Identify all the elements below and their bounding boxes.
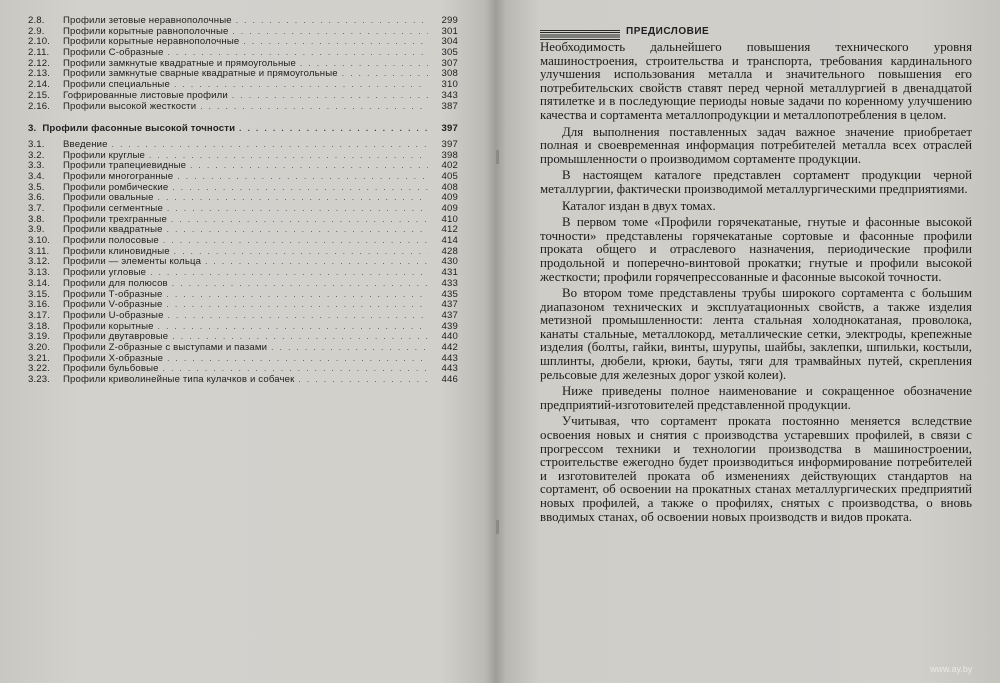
toc-entry-page: 428	[441, 245, 458, 257]
toc-entry-number: 2.15.	[28, 89, 51, 101]
toc-entry-title: Профили многогранные	[63, 170, 174, 182]
toc-entry-number: 3.23.	[28, 374, 51, 385]
toc-entry	[28, 375, 458, 386]
toc-entry-title: Профили зетовые неравнополочные	[63, 15, 232, 26]
preface-paragraph: В настоящем каталоге представлен сортамент продукции черной металлургии, фактически производимой металлургическими предприятиями.	[540, 168, 972, 196]
toc-entry-page: 443	[441, 363, 458, 375]
toc-entry-number: 3.17.	[28, 309, 51, 321]
toc-entry-number: 2.10.	[28, 36, 51, 48]
toc-list-section-3	[28, 140, 458, 386]
toc-entry-number: 3.16.	[28, 299, 51, 311]
toc-entry-page: 304	[441, 36, 458, 48]
toc-entry-title: Профили ромбические	[63, 181, 169, 193]
toc-leader-dots	[163, 236, 428, 247]
binding-staple	[496, 520, 499, 534]
toc-entry-number: 3.6.	[28, 192, 45, 204]
toc-entry-number: 2.11.	[28, 47, 50, 59]
toc-entry-number: 2.14.	[28, 79, 51, 91]
toc-entry-title: Профили U-образные	[63, 309, 164, 321]
toc-leader-dots	[239, 124, 428, 135]
toc-entry	[28, 311, 458, 322]
toc-entry-page: 435	[441, 288, 458, 300]
toc-entry-title: Профили Т-образные	[63, 288, 163, 300]
toc-leader-dots	[232, 91, 428, 102]
toc-leader-dots	[167, 354, 428, 365]
toc-entry-title: Профили специальные	[63, 79, 170, 91]
toc-entry-title: Профили С-образные	[63, 47, 164, 59]
toc-entry-page: 343	[441, 89, 458, 101]
toc-leader-dots	[177, 172, 428, 183]
toc-entry-number: 3.8.	[28, 213, 45, 225]
watermark-text: www.ay.by	[930, 664, 973, 674]
toc-entry-number: 3.11.	[28, 245, 50, 257]
toc-leader-dots	[205, 257, 428, 268]
toc-entry-number: 3.20.	[28, 341, 51, 353]
toc-leader-dots	[158, 322, 428, 333]
toc-entry	[28, 279, 458, 290]
toc-leader-dots	[167, 300, 428, 311]
toc-entry-title: Профили трехгранные	[63, 213, 167, 225]
toc-entry-page: 431	[441, 267, 458, 279]
toc-entry-title: Профили корытные	[63, 320, 154, 332]
toc-leader-dots	[149, 151, 428, 162]
toc-entry-page: 439	[441, 320, 458, 332]
toc-entry-number: 2.9.	[28, 25, 45, 37]
toc-entry-number: 3.1.	[28, 138, 45, 150]
toc-entry-title: Профили клиновидные	[63, 245, 170, 257]
toc-entry-number: 3.15.	[28, 288, 51, 300]
toc-entry	[28, 91, 458, 102]
toc-entry-title: Профили круглые	[63, 149, 146, 161]
toc-entry-page: 437	[441, 299, 458, 311]
toc-entry-number: 3.22.	[28, 363, 51, 375]
toc-entry-title: Профили сегментные	[63, 203, 163, 214]
toc-entry-page: 414	[441, 235, 458, 247]
toc-entry-title: Профили замкнутые сварные квадратные и прямоугольные	[63, 68, 338, 80]
right-page-preface	[500, 0, 1000, 683]
preface-body	[540, 41, 972, 527]
toc-entry-number: 2.12.	[28, 57, 51, 69]
toc-leader-dots	[167, 290, 428, 301]
heading-rule-ornament	[540, 30, 620, 40]
toc-entry-page: 397	[441, 138, 458, 150]
toc-section-page: 397	[441, 123, 458, 135]
toc-entry-number: 2.8.	[28, 15, 45, 26]
toc-leader-dots	[112, 140, 428, 151]
toc-entry-page: 402	[441, 160, 458, 172]
toc-entry-title: Профили бульбовые	[63, 363, 159, 375]
toc-entry-page: 410	[441, 213, 458, 225]
toc-entry-number: 3.10.	[28, 235, 51, 247]
preface-paragraph: Каталог издан в двух томах.	[562, 198, 716, 213]
toc-leader-dots	[342, 69, 428, 80]
toc-entry-title: Профили трапециевидные	[63, 160, 187, 172]
toc-entry-title: Профили полосовые	[63, 235, 159, 247]
toc-entry-number: 3.14.	[28, 277, 51, 289]
toc-entry-title: Профили — элементы кольца	[63, 256, 202, 268]
binding-staple	[496, 150, 499, 164]
toc-leader-dots	[158, 193, 428, 204]
toc-entry-title: Профили корытные неравнополочные	[63, 36, 240, 48]
toc-leader-dots	[167, 204, 428, 215]
toc-entry-page: 405	[441, 170, 458, 182]
toc-entry-title: Профили корытные равнополочные	[63, 25, 229, 37]
toc-leader-dots	[243, 37, 428, 48]
toc-entry-page: 443	[441, 352, 458, 364]
toc-entry-number: 3.12.	[28, 256, 51, 268]
preface-paragraph: Учитывая, что сортамент проката постоянно меняется вследствие освоения новых и снятия с производства устаревших профилей, в связи с прогрессом техники и технологии производства в машиностроении, строительстве ежегодно будет производиться информирование потребителей и изготовителей проката об изменениях действующих стандартов на сортамент, об освоении на прокатных станах металлургических предприятий новых профилей, а также о профилях, снятых с производства, о вновь вводимых станах, об освоении новых производств и видов проката.	[540, 414, 972, 524]
toc-entry-title: Профили угловые	[63, 267, 147, 279]
toc-entry-title: Профили X-образные	[63, 352, 164, 364]
toc-entry-number: 3.13.	[28, 267, 51, 279]
toc-leader-dots	[299, 375, 429, 386]
toc-entry-title: Профили криволинейные типа кулачков и собачек	[63, 374, 295, 385]
preface-paragraph: Необходимость дальнейшего повышения технического уровня машиностроения, строительства и транспорта, требования кардинального улучшения использования металла и значительного повышения его потребительских свойств ставят перед черной металлургией в двенадцатой пятилетке и в последующие периоды новые задачи по коренному улучшению качества и сортамента металлопродукции и металлопотребления в целом.	[540, 40, 972, 122]
toc-leader-dots	[271, 343, 428, 354]
toc-entry-title: Профили квадратные	[63, 224, 163, 236]
preface-paragraph: Ниже приведены полное наименование и сокращенное обозначение предприятий-изготовителей представленной продукции.	[540, 384, 972, 412]
toc-entry-page: 409	[441, 203, 458, 214]
toc-entry-page: 299	[441, 15, 458, 26]
toc-entry-page: 442	[441, 341, 458, 353]
toc-entry-page: 408	[441, 181, 458, 193]
toc-entry-title: Профили высокой жесткости	[63, 100, 197, 112]
toc-leader-dots	[167, 225, 428, 236]
toc-entry-number: 3.9.	[28, 224, 45, 236]
toc-entry-title: Профили для полюсов	[63, 277, 168, 289]
toc-section-title: Профили фасонные высокой точности	[42, 123, 236, 135]
toc-leader-dots	[236, 16, 428, 27]
toc-entry-number: 3.21.	[28, 352, 51, 364]
toc-entry-title: Гофрированные листовые профили	[63, 89, 228, 101]
toc-entry-number: 3.3.	[28, 160, 45, 172]
toc-leader-dots	[150, 268, 428, 279]
preface-paragraph: В первом томе «Профили горячекатаные, гнутые и фасонные высокой точности» представлены горячекатаные сортовые и фасонные профили проката общего и отраслевого назначения, периодические профили продольной и поперечно-винтовой прокатки; гнутые и профили высокой жесткости; профили горячепрессованные и фасонные высокой точности.	[540, 215, 972, 284]
toc-entry-title: Профили двутавровые	[63, 331, 169, 343]
toc-entry-number: 3.19.	[28, 331, 51, 343]
toc-entry-title: Профили Z-образные с выступами и пазами	[63, 341, 268, 353]
toc-section-number: 3.	[28, 123, 37, 135]
toc-entry-page: 307	[441, 57, 458, 69]
toc-list-section-2	[28, 16, 458, 112]
toc-entry-page: 308	[441, 68, 458, 80]
toc-leader-dots	[171, 215, 428, 226]
toc-entry	[28, 140, 458, 151]
left-page-contents	[0, 0, 494, 683]
toc-entry-number: 3.7.	[28, 203, 45, 214]
toc-entry-page: 433	[441, 277, 458, 289]
toc-entry-page: 387	[441, 100, 458, 112]
toc-entry-page: 409	[441, 192, 458, 204]
toc-leader-dots	[190, 161, 428, 172]
toc-leader-dots	[200, 102, 428, 113]
toc-section-heading	[28, 124, 458, 135]
toc-entry-page: 398	[441, 149, 458, 161]
toc-leader-dots	[172, 183, 428, 194]
toc-leader-dots	[174, 247, 428, 258]
preface-paragraph: Во втором томе представлены трубы широкого сортамента с большим диапазоном технических и эксплуатационных свойств, а также изделия метизной промышленности: лента стальная холоднокатаная, проволока, канаты стальные, металлокорд, металлические сетки, электроды, крепежные изделия (болты, гайки, винты, шурупы, шайбы, заклепки, шпильки, костыли, шплинты, дюбели, крюки, бауты, тяги для трамвайных путей, скрепления рельсовые для железных дорог узкой колеи).	[540, 286, 972, 382]
toc-entry-number: 2.13.	[28, 68, 51, 80]
toc-entry-title: Профили замкнутые квадратные и прямоугольные	[63, 57, 296, 69]
toc-leader-dots	[168, 311, 428, 322]
toc-entry-number: 3.5.	[28, 181, 45, 193]
table-of-contents	[28, 16, 458, 386]
toc-entry-page: 310	[441, 79, 458, 91]
toc-entry-page: 440	[441, 331, 458, 343]
toc-entry-page: 430	[441, 256, 458, 268]
toc-entry-number: 3.4.	[28, 170, 45, 182]
toc-entry-number: 3.2.	[28, 149, 45, 161]
toc-entry-page: 412	[441, 224, 458, 236]
toc-entry-page: 305	[441, 47, 458, 59]
toc-entry-title: Введение	[63, 138, 108, 150]
preface-heading: ПРЕДИСЛОВИЕ	[626, 26, 710, 37]
toc-entry	[28, 102, 458, 113]
toc-leader-dots	[172, 279, 428, 290]
toc-entry-page: 301	[441, 25, 458, 37]
toc-entry-number: 2.16.	[28, 100, 51, 112]
toc-entry-title: Профили овальные	[63, 192, 154, 204]
toc-entry-page: 446	[441, 374, 458, 385]
preface-paragraph: Для выполнения поставленных задач важное значение приобретает полная и своевременная информация потребителей металла всех отраслей промышленности о производимом сортаменте продукции.	[540, 124, 972, 166]
toc-entry-title: Профили V-образные	[63, 299, 163, 311]
toc-entry-page: 437	[441, 309, 458, 321]
toc-entry-number: 3.18.	[28, 320, 51, 332]
toc-leader-dots	[232, 27, 428, 38]
